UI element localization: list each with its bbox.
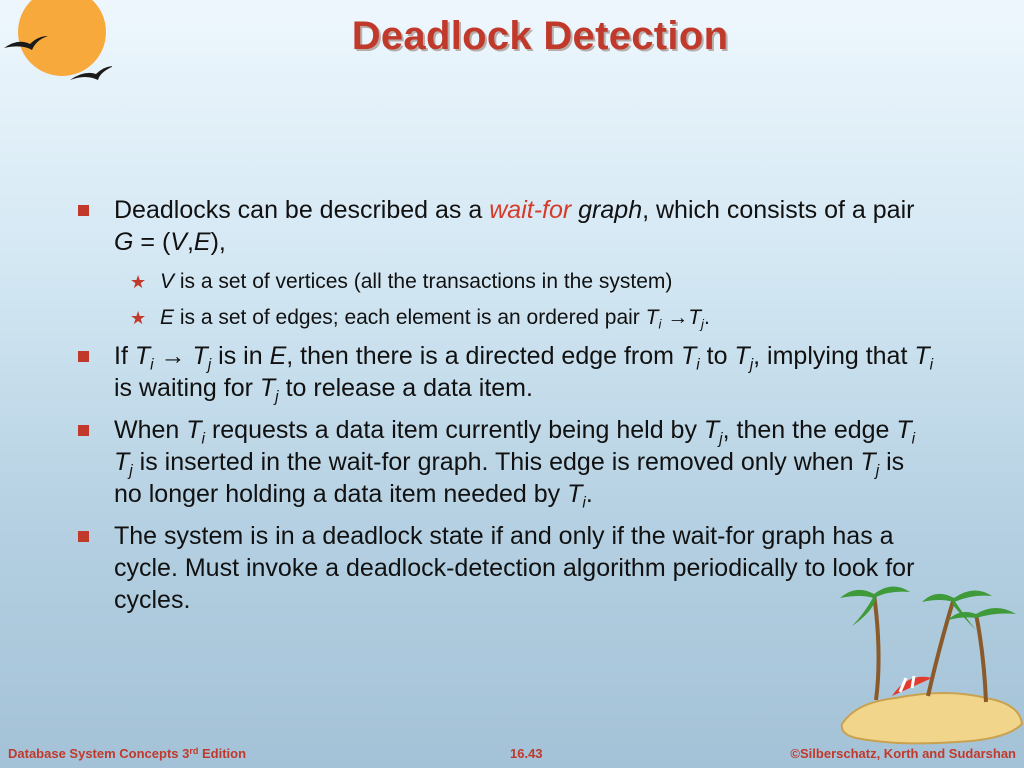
- text: , then the edge: [722, 416, 897, 444]
- arrow: →: [153, 342, 193, 370]
- text: to: [699, 342, 735, 370]
- subscript-j: j: [129, 462, 133, 480]
- text: When: [114, 416, 187, 444]
- square-bullet-icon: [78, 205, 89, 216]
- footer: [0, 746, 1024, 764]
- text: Database System Concepts 3: [8, 746, 190, 761]
- slide-title: Deadlock Detection: [351, 14, 729, 58]
- bullet-wait-for-graph: [78, 194, 938, 258]
- text: to release a data item.: [278, 374, 533, 402]
- var-e: E: [193, 228, 211, 256]
- subbullet-vertices: [78, 268, 938, 296]
- subscript-i: i: [929, 356, 934, 374]
- subscript-i: i: [150, 356, 154, 374]
- var-t: T: [896, 416, 912, 444]
- var-t: T: [645, 306, 659, 329]
- emphasis-wait-for: wait-for: [489, 196, 572, 224]
- subscript-j: j: [875, 462, 880, 480]
- text: If: [114, 342, 135, 370]
- var-t: T: [688, 306, 702, 329]
- subscript-i: i: [696, 356, 700, 374]
- var-t: T: [567, 480, 583, 508]
- var-e: E: [269, 342, 287, 370]
- text: , implying that: [753, 342, 915, 370]
- var-t: T: [114, 448, 130, 476]
- text: , which consists of a pair: [642, 196, 915, 224]
- subscript-j: j: [275, 388, 279, 406]
- text: ),: [210, 228, 226, 256]
- var-t: T: [192, 342, 208, 370]
- var-t: T: [680, 342, 697, 370]
- var-t: T: [186, 416, 202, 444]
- slide-content: [78, 194, 938, 626]
- sun-icon: [0, 0, 112, 84]
- text: Deadlocks can be described as a: [114, 196, 490, 224]
- var-v: V: [170, 228, 187, 256]
- var-t: T: [134, 342, 151, 370]
- text: is a set of edges; each element is an ordered pair: [174, 306, 646, 329]
- star-bullet-icon: ★: [130, 308, 147, 328]
- subscript-i: i: [582, 494, 586, 512]
- square-bullet-icon: [78, 531, 89, 542]
- text: requests a data item currently being held by: [205, 416, 704, 444]
- footer-book-title: [8, 746, 246, 761]
- subscript-j: j: [701, 316, 704, 332]
- text: The system is in a deadlock state if and only if the wait-for graph has a cycle. Must invoke a deadlock-detection algorithm periodically to look for cycles.: [114, 522, 915, 614]
- var-t: T: [703, 416, 720, 444]
- superscript: rd: [189, 746, 199, 756]
- text: Edition: [198, 746, 247, 761]
- subscript-i: i: [911, 430, 916, 448]
- text: is a set of vertices (all the transactions in the system): [174, 270, 673, 293]
- text: .: [585, 480, 593, 508]
- var-e: E: [160, 306, 175, 329]
- subscript-i: i: [658, 316, 662, 332]
- text: ,: [186, 228, 194, 256]
- var-g: G: [114, 228, 134, 256]
- square-bullet-icon: [78, 351, 89, 362]
- text: , then there is a directed edge from: [286, 342, 681, 370]
- text: is in: [211, 342, 270, 370]
- var-t: T: [914, 342, 930, 370]
- text: is no longer holding a data item needed by: [114, 448, 905, 508]
- bullet-edge-insertion: [78, 414, 938, 510]
- subscript-j: j: [749, 356, 754, 374]
- text: .: [703, 306, 710, 329]
- var-t: T: [259, 374, 276, 402]
- footer-copyright: ©Silberschatz, Korth and Sudarshan: [790, 746, 1016, 761]
- subscript-j: j: [207, 356, 212, 374]
- subscript-i: i: [201, 430, 205, 448]
- arrow: →: [661, 306, 689, 329]
- text: = (: [133, 228, 171, 256]
- subscript-j: j: [719, 430, 723, 448]
- var-v: V: [160, 270, 175, 293]
- square-bullet-icon: [78, 425, 89, 436]
- text: is inserted in the wait-for graph. This edge is removed only when: [132, 448, 861, 476]
- bullet-directed-edge: [78, 340, 938, 404]
- bullet-deadlock-state: [78, 520, 938, 616]
- emphasis-graph: graph: [578, 196, 643, 224]
- footer-page-number: 16.43: [510, 746, 543, 761]
- palm-island-icon: [836, 574, 1024, 750]
- text: is waiting for: [114, 374, 260, 402]
- subbullet-edges: [78, 304, 938, 332]
- star-bullet-icon: ★: [130, 272, 147, 292]
- var-t: T: [734, 342, 750, 370]
- var-t: T: [860, 448, 876, 476]
